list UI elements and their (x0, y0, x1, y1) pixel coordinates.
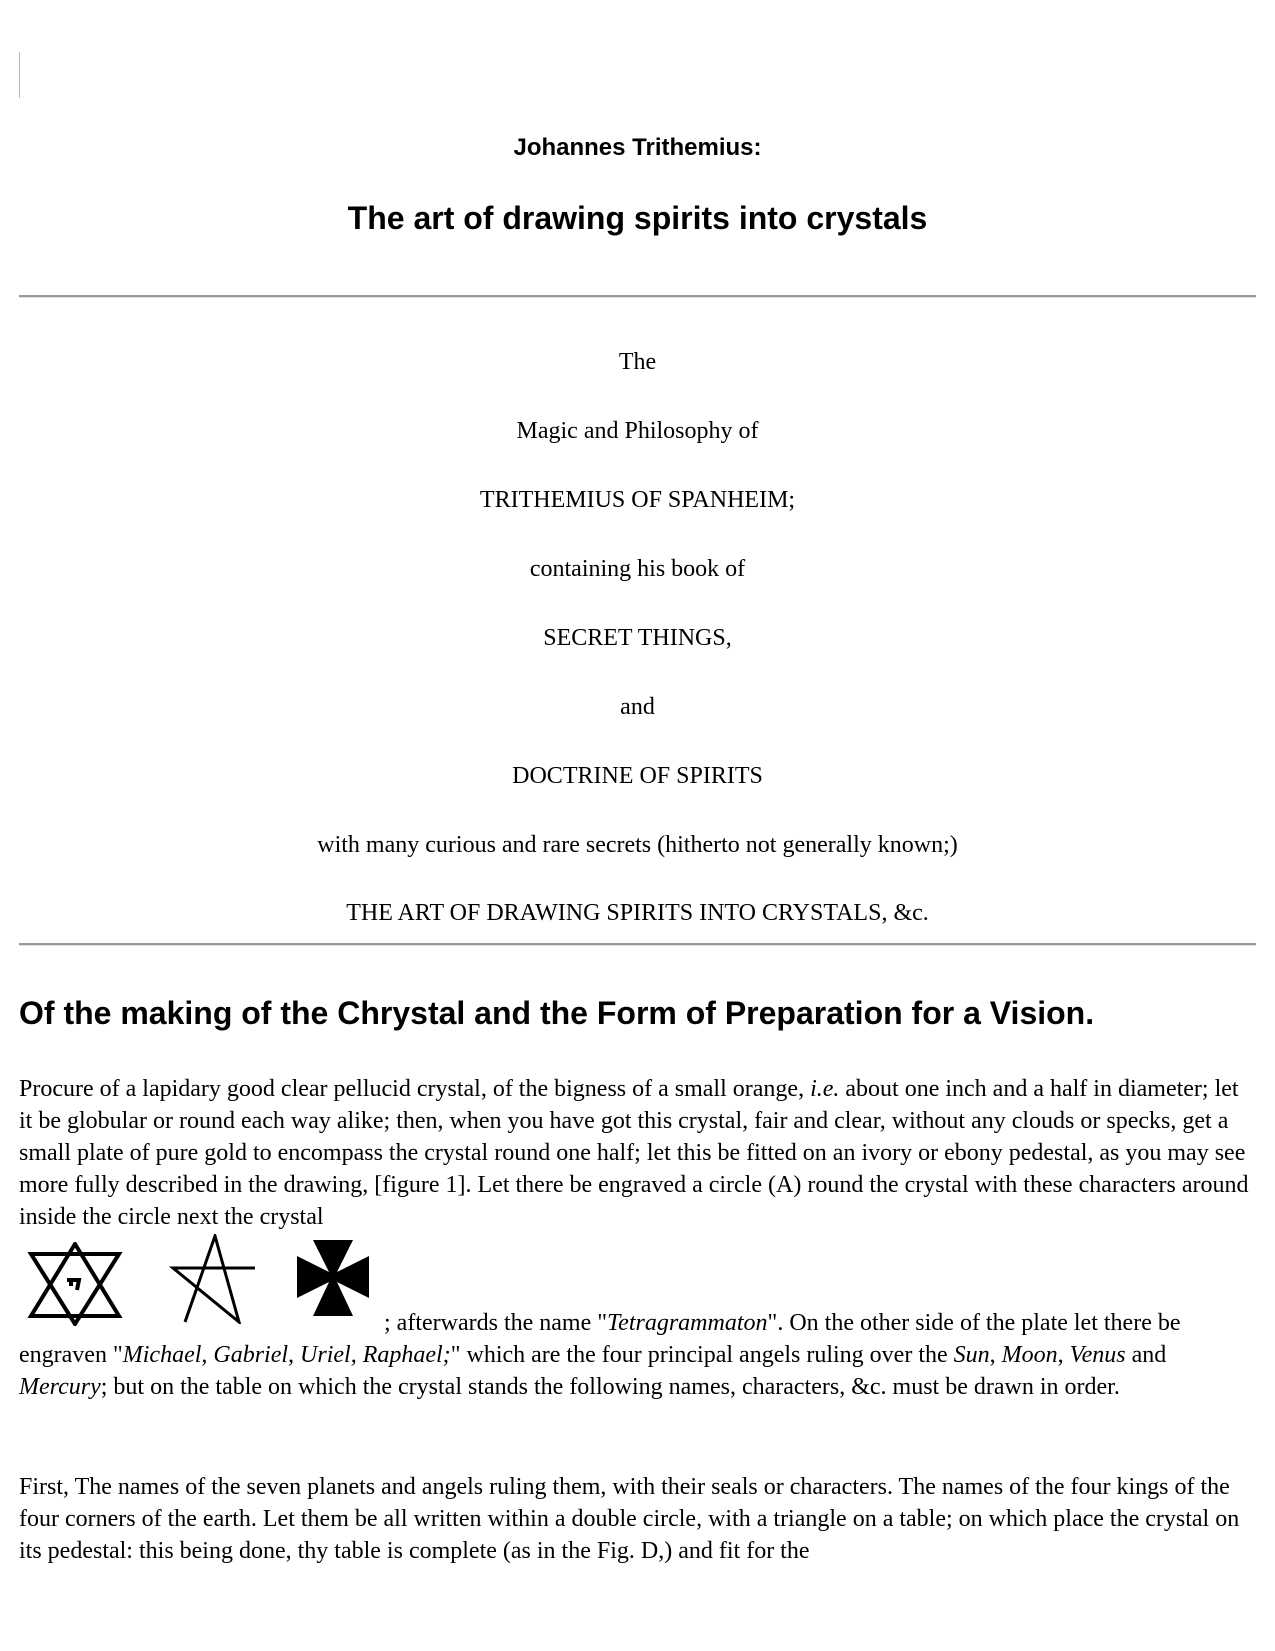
title-page-line: The (618, 349, 657, 375)
title-page-line: Magic and Philosophy of (516, 418, 759, 444)
page-title: The art of drawing spirits into crystals (347, 200, 928, 236)
paragraph-3: First, The names of the seven planets and angels ruling them, with their seals or characters. The names of the four kings of the four corners of the earth. Let them be all written within a double circle, with a triangle on a table; on which place the crystal on its pedestal: this being done, thy table is complete (as in the Fig. D,) and fit for the (19, 1474, 1240, 1564)
author-heading: Johannes Trithemius: (513, 134, 762, 161)
horizontal-rule-top (19, 295, 1256, 298)
margin-mark (19, 52, 20, 98)
title-page-line: containing his book of (529, 556, 746, 582)
title-page-line: DOCTRINE OF SPIRITS (512, 763, 763, 789)
cross-pattee-icon (293, 1238, 373, 1318)
title-page-line: SECRET THINGS, (543, 625, 732, 651)
paragraph-1: Procure of a lapidary good clear pellucid crystal, of the bigness of a small orange, i.e. about one inch and a half in diameter; let it be globular or round each way alike; then, when you have got this crystal, fair and clear, without any clouds or specks, get a small plate of pure gold to encompass the crystal round one half; let this be fitted on an ivory or ebony pedestal, as you may see more fully described in the drawing, [figure 1]. Let there be engraved a circle (A) round the crystal with these characters around inside the circle next the crystal (19, 1076, 1249, 1230)
title-page-line: THE ART OF DRAWING SPIRITS INTO CRYSTALS, &c. (346, 900, 929, 926)
horizontal-rule-bottom (19, 943, 1256, 946)
character-symbols (19, 1234, 419, 1314)
section-heading: Of the making of the Chrystal and the Form of Preparation for a Vision. (19, 995, 1095, 1031)
title-page-line: TRITHEMIUS OF SPANHEIM; (479, 487, 796, 513)
title-page-line: with many curious and rare secrets (hitherto not generally known;) (317, 832, 958, 858)
title-page-line: and (620, 694, 655, 720)
paragraph-2: ; afterwards the name "Tetragrammaton". On the other side of the plate let there be engraven "Michael, Gabriel, Uriel, Raphael;" which are the four principal angels ruling over the Sun, Moon, Venus and Mercury; but on the table on which the crystal stands the following names, characters, &c. must be drawn in order. (19, 1310, 1181, 1400)
